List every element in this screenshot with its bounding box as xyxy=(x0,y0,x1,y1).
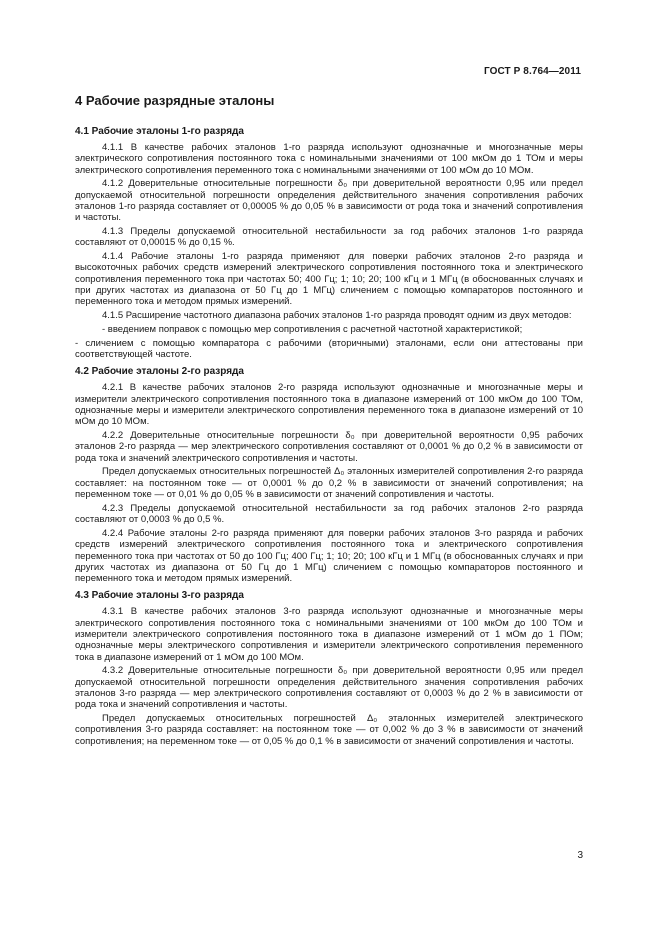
subsection-title-4-1: 4.1 Рабочие эталоны 1-го разряда xyxy=(75,126,244,137)
paragraph-4-2-4: 4.2.4 Рабочие эталоны 2-го разряда применяют для поверки рабочих эталонов 3-го разряда и рабочих средств измерений электрического сопротивления постоянного тока и электрического сопротивления переменного тока при частотах от 50 до 100 Гц; 400 Гц; 1; 10; 20; 100 кГц и 1 МГц (в обоснованных случаях и при других частотах из диапазона от 50 Гц до 1 МГц) сличением с помощью компараторов постоянного и переменного тока и методом прямых измерений. xyxy=(75,527,583,585)
subsection-title-4-2: 4.2 Рабочие эталоны 2-го разряда xyxy=(75,366,244,378)
paragraph-4-1-4: 4.1.4 Рабочие эталоны 1-го разряда применяют для поверки рабочих эталонов 2-го разряда и высокоточных рабочих средств измерений электрического сопротивления постоянного тока и электрического сопротивления переменного тока при частотах 50; 400 Гц; 1; 10; 20; 100 кГц и 1 МГц (в обоснованных случаях и при других частотах из диапазона от 50 Гц до 1 МГц) сличением с помощью компараторов постоянного и переменного тока и методом прямых измерений. xyxy=(75,251,583,308)
list-item-dash-1: - введением поправок с помощью мер сопротивления с расчетной частотной характеристикой; xyxy=(102,323,523,335)
subsection-title-4-3: 4.3 Рабочие эталоны 3-го разряда xyxy=(75,590,244,602)
section-title: 4 Рабочие разрядные эталоны xyxy=(75,93,275,108)
list-item-dash-2: - сличением с помощью компаратора с рабочими (вторичными) эталонами, если они аттестованы при соответствующей частоте. xyxy=(75,337,583,361)
paragraph-4-2-2: 4.2.2 Доверительные относительные погрешности δ₀ при доверительной вероятности 0,95 рабочих эталонов 2-го разряда — мер электрического сопротивления составляют от 0,0001 % до 0,2 % в зависимости от рода тока и значений электрического сопротивления и частоты. xyxy=(75,430,583,464)
paragraph-4-2-2-limit: Предел допускаемых относительных погрешностей Δ₀ эталонных измерителей сопротивления 2-го разряда составляет: на постоянном токе — от 0,0001 % до 0,2 % в зависимости от значений сопротивления; на переменном токе — от 0,01 % до 0,05 % в зависимости от значений сопротивления и частоты. xyxy=(75,466,583,501)
paragraph-4-1-5: 4.1.5 Расширение частотного диапазона рабочих эталонов 1-го разряда проводят одним из двух методов: xyxy=(102,310,572,322)
paragraph-4-2-1: 4.2.1 В качестве рабочих эталонов 2-го разряда используют однозначные и многозначные меры и измерители электрического сопротивления постоянного тока в диапазоне измерений от 100 мкОм до 100 ТОм, однозначные меры и измерители электрического сопротивления переменного тока в диапазоне измерений от 10 мОм до 10 МОм. xyxy=(75,382,583,428)
document-id: ГОСТ Р 8.764—2011 xyxy=(483,66,581,77)
paragraph-4-1-2: 4.1.2 Доверительные относительные погрешности δ₀ при доверительной вероятности 0,95 или предел допускаемой относительной погрешности определения действительного значения сопротивления рабочих эталонов 1-го разряда составляет от 0,00005 % до 0,05 % в зависимости от рода тока и значений сопротивления и частоты. xyxy=(75,178,583,224)
paragraph-4-3-2-limit: Предел допускаемых относительных погрешностей Δ₀ эталонных измерителей электрического сопротивления 3-го разряда составляет: на постоянном токе — от 0,002 % до 3 % в зависимости от значений сопротивления; на переменном токе — от 0,05 % до 0,1 % в зависимости от значений сопротивления и частоты. xyxy=(75,713,583,747)
paragraph-4-1-3: 4.1.3 Пределы допускаемой относительной нестабильности за год рабочих эталонов 1-го разряда составляют от 0,00015 % до 0,15 %. xyxy=(75,226,583,249)
main-content xyxy=(75,93,583,749)
paragraph-4-2-3: 4.2.3 Пределы допускаемой относительной нестабильности за год рабочих эталонов 2-го разряда составляют от 0,0003 % до 0,5 %. xyxy=(75,502,583,526)
page-number: 3 xyxy=(577,850,583,861)
paragraph-4-1-1: 4.1.1 В качестве рабочих эталонов 1-го разряда используют однозначные и многозначные меры электрического сопротивления постоянного тока с номинальными значениями от 100 мкОм до 1 ТОм и меры электрического сопротивления переменного тока с номинальными значениями от 100 мОм до 10 МОм. xyxy=(75,142,583,176)
paragraph-4-3-2: 4.3.2 Доверительные относительные погрешности δ₀ при доверительной вероятности 0,95 или предел допускаемой относительной погрешности определения действительного значения сопротивления рабочих эталонов 3-го разряда — мер электрического сопротивления составляют от 0,0003 % до 2 % в зависимости от рода тока и значений сопротивления и частоты. xyxy=(75,665,583,711)
paragraph-4-3-1: 4.3.1 В качестве рабочих эталонов 3-го разряда используют однозначные и многозначные меры электрического сопротивления постоянного тока с номинальными значениями от 100 мкОм до 100 ТОм и измерители электрического сопротивления постоянного тока в диапазоне измерений от 1 мОм до 1 ПОм; однозначные меры электрического сопротивления и измерители электрического сопротивления переменного тока в диапазоне измерений от 1 мОм до 100 МОм. xyxy=(75,606,583,663)
